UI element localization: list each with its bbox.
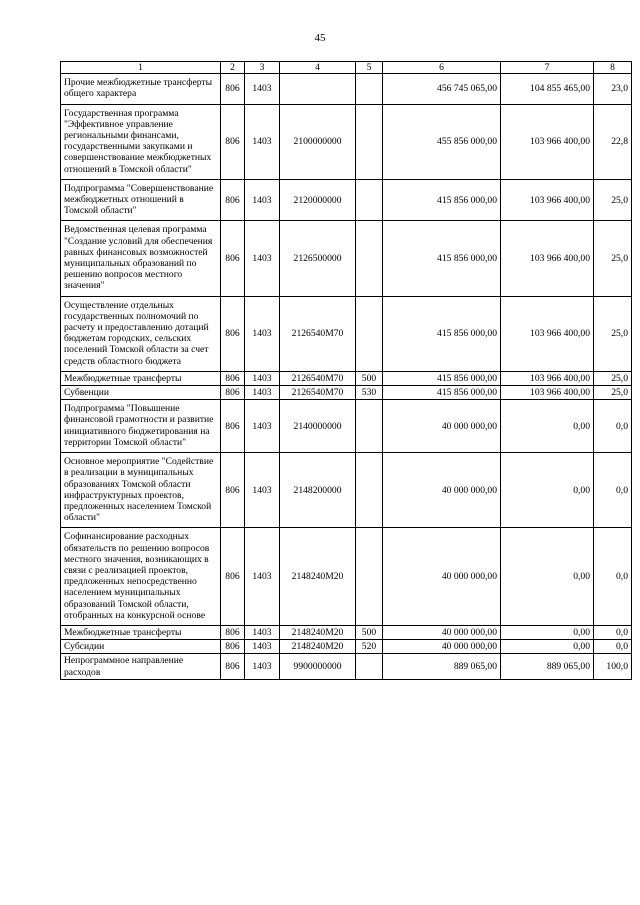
table-row [61,640,632,654]
section-code: 1403 [245,371,280,385]
expense-type [356,104,383,179]
admin-code: 806 [221,386,245,400]
section-code: 1403 [245,625,280,639]
section-code: 1403 [245,453,280,528]
admin-code: 806 [221,221,245,296]
admin-code: 806 [221,179,245,221]
plan-amount: 456 745 065,00 [383,74,501,104]
column-number: 6 [383,62,501,74]
fact-amount: 103 966 400,00 [501,104,594,179]
plan-amount: 415 856 000,00 [383,371,501,385]
row-name: Осуществление отдельных государственных полномочий по расчету и предоставлению дотаций бюджетам городских, сельских поселений Томской области за счет средств областного бюджета [61,296,221,371]
percent: 23,0 [594,74,632,104]
fact-amount: 103 966 400,00 [501,179,594,221]
table-row [61,625,632,639]
expense-type: 500 [356,625,383,639]
admin-code: 806 [221,453,245,528]
row-name: Софинансирование расходных обязательств по решению вопросов местного значения, возникающих в связи с реализацией проектов, предложенных непосредственно населением муниципальных образований Томской области, отобранных на конкурсной основе [61,528,221,626]
page-number: 45 [314,32,326,44]
table-row [61,221,632,296]
target-code: 2148200000 [280,453,356,528]
plan-amount: 415 856 000,00 [383,386,501,400]
table-row [61,179,632,221]
row-name: Межбюджетные трансферты [61,371,221,385]
target-code: 2148240M20 [280,625,356,639]
expense-type [356,528,383,626]
fact-amount: 103 966 400,00 [501,221,594,296]
plan-amount: 40 000 000,00 [383,453,501,528]
section-code: 1403 [245,386,280,400]
row-name: Прочие межбюджетные трансферты общего характера [61,74,221,104]
expense-type [356,74,383,104]
table-row [61,371,632,385]
plan-amount: 40 000 000,00 [383,640,501,654]
percent: 22,8 [594,104,632,179]
section-code: 1403 [245,654,280,679]
fact-amount: 103 966 400,00 [501,296,594,371]
table-row [61,400,632,453]
section-code: 1403 [245,400,280,453]
target-code: 2148240M20 [280,640,356,654]
row-name: Субвенции [61,386,221,400]
plan-amount: 889 065,00 [383,654,501,679]
expense-type [356,654,383,679]
budget-table [60,61,632,680]
admin-code: 806 [221,104,245,179]
section-code: 1403 [245,296,280,371]
column-number: 4 [280,62,356,74]
table-row [61,104,632,179]
row-name: Субсидии [61,640,221,654]
column-number: 5 [356,62,383,74]
row-name: Межбюджетные трансферты [61,625,221,639]
fact-amount: 0,00 [501,453,594,528]
admin-code: 806 [221,528,245,626]
admin-code: 806 [221,654,245,679]
expense-type [356,296,383,371]
admin-code: 806 [221,625,245,639]
table-row [61,74,632,104]
plan-amount: 40 000 000,00 [383,625,501,639]
admin-code: 806 [221,296,245,371]
row-name: Непрограммное направление расходов [61,654,221,679]
plan-amount: 415 856 000,00 [383,179,501,221]
expense-type [356,400,383,453]
section-code: 1403 [245,74,280,104]
expense-type [356,179,383,221]
plan-amount: 415 856 000,00 [383,221,501,296]
plan-amount: 40 000 000,00 [383,528,501,626]
percent: 0,0 [594,453,632,528]
target-code: 2126500000 [280,221,356,296]
table-row [61,386,632,400]
section-code: 1403 [245,179,280,221]
plan-amount: 40 000 000,00 [383,400,501,453]
fact-amount: 103 966 400,00 [501,371,594,385]
target-code [280,74,356,104]
fact-amount: 104 855 465,00 [501,74,594,104]
section-code: 1403 [245,221,280,296]
expense-type: 530 [356,386,383,400]
percent: 25,0 [594,386,632,400]
column-number: 8 [594,62,632,74]
section-code: 1403 [245,640,280,654]
column-number: 7 [501,62,594,74]
column-number-row [61,62,632,74]
target-code: 2100000000 [280,104,356,179]
row-name: Государственная программа "Эффективное управление региональными финансами, государственными закупками и совершенствование межбюджетных отношений в Томской области" [61,104,221,179]
expense-type [356,221,383,296]
fact-amount: 889 065,00 [501,654,594,679]
column-number: 3 [245,62,280,74]
target-code: 2140000000 [280,400,356,453]
plan-amount: 455 856 000,00 [383,104,501,179]
fact-amount: 0,00 [501,400,594,453]
percent: 0,0 [594,400,632,453]
row-name: Подпрограмма "Совершенствование межбюджетных отношений в Томской области" [61,179,221,221]
percent: 25,0 [594,296,632,371]
target-code: 2120000000 [280,179,356,221]
percent: 25,0 [594,371,632,385]
row-name: Ведомственная целевая программа "Создание условий для обеспечения равных финансовых возможностей муниципальных образований по решению вопросов местного значения" [61,221,221,296]
expense-type [356,453,383,528]
expense-type: 500 [356,371,383,385]
table-row [61,296,632,371]
column-number: 1 [61,62,221,74]
admin-code: 806 [221,400,245,453]
percent: 0,0 [594,528,632,626]
admin-code: 806 [221,371,245,385]
expense-type: 520 [356,640,383,654]
table-row [61,453,632,528]
target-code: 2148240M20 [280,528,356,626]
plan-amount: 415 856 000,00 [383,296,501,371]
fact-amount: 103 966 400,00 [501,386,594,400]
percent: 25,0 [594,221,632,296]
percent: 0,0 [594,625,632,639]
admin-code: 806 [221,640,245,654]
percent: 25,0 [594,179,632,221]
fact-amount: 0,00 [501,528,594,626]
section-code: 1403 [245,104,280,179]
target-code: 9900000000 [280,654,356,679]
fact-amount: 0,00 [501,640,594,654]
target-code: 2126540M70 [280,296,356,371]
row-name: Подпрограмма "Повышение финансовой грамотности и развитие инициативного бюджетирования на территории Томской области" [61,400,221,453]
admin-code: 806 [221,74,245,104]
row-name: Основное мероприятие "Содействие в реализации в муниципальных образованиях Томской области инфраструктурных проектов, предложенных населением Томской области" [61,453,221,528]
table-row [61,654,632,679]
percent: 0,0 [594,640,632,654]
table-row [61,528,632,626]
fact-amount: 0,00 [501,625,594,639]
target-code: 2126540M70 [280,371,356,385]
target-code: 2126540M70 [280,386,356,400]
percent: 100,0 [594,654,632,679]
section-code: 1403 [245,528,280,626]
column-number: 2 [221,62,245,74]
